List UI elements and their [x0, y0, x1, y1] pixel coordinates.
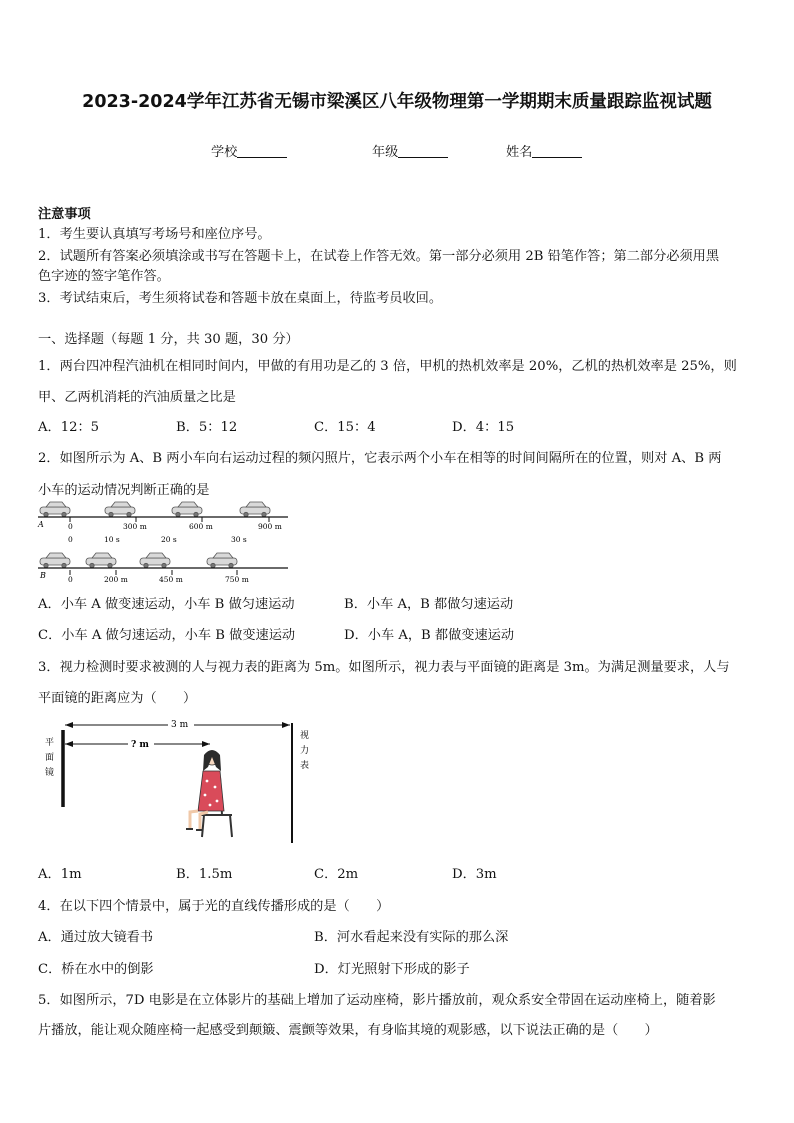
- time-label: 10 s: [104, 535, 120, 544]
- tick-label: 900 m: [258, 522, 282, 531]
- question-5-text: 片播放，能让观众随座椅一起感受到颠簸、震颤等效果，有身临其境的观影感，以下说法正确的是（ ）: [38, 1023, 658, 1038]
- label-a: A: [38, 520, 44, 529]
- grade-field[interactable]: [372, 141, 448, 160]
- car-icon: [172, 502, 202, 517]
- name-field[interactable]: [506, 141, 582, 160]
- notice-item: 3．考试结束后，考生须将试卷和答题卡放在桌面上，待监考员收回。: [38, 291, 443, 306]
- tick-label: 600 m: [189, 522, 213, 531]
- question-2-text: 小车的运动情况判断正确的是: [38, 483, 210, 498]
- question-4-text: 4．在以下四个情景中，属于光的直线传播形成的是（ ）: [38, 899, 390, 914]
- q4-option-b[interactable]: B．河水看起来没有实际的那么深: [314, 930, 509, 945]
- time-label: 30 s: [231, 535, 247, 544]
- question-1-text: 甲、乙两机消耗的汽油质量之比是: [38, 390, 236, 405]
- q1-option-d[interactable]: D．4：15: [452, 420, 515, 435]
- car-icon: [40, 502, 70, 517]
- tick-label: 750 m: [225, 575, 249, 584]
- q1-option-b[interactable]: B．5：12: [176, 420, 238, 435]
- q2-option-b[interactable]: B．小车 A，B 都做匀速运动: [344, 597, 514, 612]
- q3-option-c[interactable]: C．2m: [314, 867, 359, 882]
- q4-option-d[interactable]: D．灯光照射下形成的影子: [314, 962, 470, 977]
- question-3-text: 3．视力检测时要求被测的人与视力表的距离为 5m。如图所示，视力表与平面镜的距离是 3m。为满足测量要求，人与: [38, 660, 730, 675]
- question-3-text: 平面镜的距离应为（ ）: [38, 691, 197, 706]
- notice-item: 2．试题所有答案必须填涂或书写在答题卡上，在试卷上作答无效。第一部分必须用 2B 铅笔作答；第二部分必须用黑: [38, 249, 720, 264]
- car-icon: [140, 553, 170, 568]
- grade-label: 年级: [372, 145, 399, 160]
- chart-label-2: 力: [300, 746, 310, 756]
- notice-heading: 注意事项: [38, 207, 91, 222]
- school-field[interactable]: [211, 141, 287, 160]
- question-5-text: 5．如图所示，7D 电影是在立体影片的基础上增加了运动座椅，影片播放前，观众系安全带固在运动座椅上，随着影: [38, 993, 716, 1008]
- tick-label: 0: [68, 575, 73, 584]
- car-icon: [105, 502, 135, 517]
- tick-label: 450 m: [159, 575, 183, 584]
- chart-label-3: 表: [300, 761, 310, 771]
- q4-option-c[interactable]: C．桥在水中的倒影: [38, 962, 154, 977]
- label-b: B: [40, 571, 46, 580]
- car-icon: [86, 553, 116, 568]
- notice-item: 色字迹的签字笔作答。: [38, 269, 170, 284]
- school-label: 学校: [211, 145, 238, 160]
- car-icon: [240, 502, 270, 517]
- motion-figure: [36, 498, 292, 588]
- car-icon: [40, 553, 70, 568]
- school-blank[interactable]: [237, 143, 287, 158]
- question-2-text: 2．如图所示为 A、B 两小车向右运动过程的频闪照片，它表示两个小车在相等的时间间隔所在的位置，则对 A、B 两: [38, 451, 722, 466]
- eye-test-figure: [40, 715, 330, 845]
- mirror-label-3: 镜: [45, 768, 55, 778]
- time-label: 0: [68, 535, 73, 544]
- name-blank[interactable]: [532, 143, 582, 158]
- distance-unknown-label: ? m: [131, 740, 149, 750]
- tick-label: 0: [68, 522, 73, 531]
- seated-person-icon: [186, 750, 232, 837]
- q1-option-a[interactable]: A．12：5: [38, 420, 100, 435]
- tick-label: 200 m: [104, 575, 128, 584]
- q3-option-d[interactable]: D．3m: [452, 867, 497, 882]
- q4-option-a[interactable]: A．通过放大镜看书: [38, 930, 154, 945]
- section-heading: 一、选择题（每题 1 分，共 30 题，30 分）: [38, 332, 299, 347]
- q3-option-a[interactable]: A．1m: [38, 867, 82, 882]
- q3-option-b[interactable]: B．1.5m: [176, 867, 233, 882]
- q1-option-c[interactable]: C．15：4: [314, 420, 376, 435]
- question-1-text: 1．两台四冲程汽油机在相同时间内，甲做的有用功是乙的 3 倍，甲机的热机效率是 20%，乙机的热机效率是 25%，则: [38, 359, 737, 374]
- mirror-label-2: 面: [45, 753, 55, 763]
- time-label: 20 s: [161, 535, 177, 544]
- q2-option-a[interactable]: A．小车 A 做变速运动，小车 B 做匀速运动: [38, 597, 295, 612]
- distance-total-label: 3 m: [171, 720, 189, 730]
- tick-label: 300 m: [123, 522, 147, 531]
- q2-option-d[interactable]: D．小车 A，B 都做变速运动: [344, 628, 515, 643]
- car-icon: [207, 553, 237, 568]
- notice-item: 1．考生要认真填写考场号和座位序号。: [38, 227, 271, 242]
- mirror-label-1: 平: [45, 738, 55, 748]
- grade-blank[interactable]: [398, 143, 448, 158]
- page-title: 2023-2024学年江苏省无锡市梁溪区八年级物理第一学期期末质量跟踪监视试题: [82, 92, 712, 112]
- name-label: 姓名: [506, 145, 533, 160]
- q2-option-c[interactable]: C．小车 A 做匀速运动，小车 B 做变速运动: [38, 628, 296, 643]
- chart-label-1: 视: [300, 731, 310, 741]
